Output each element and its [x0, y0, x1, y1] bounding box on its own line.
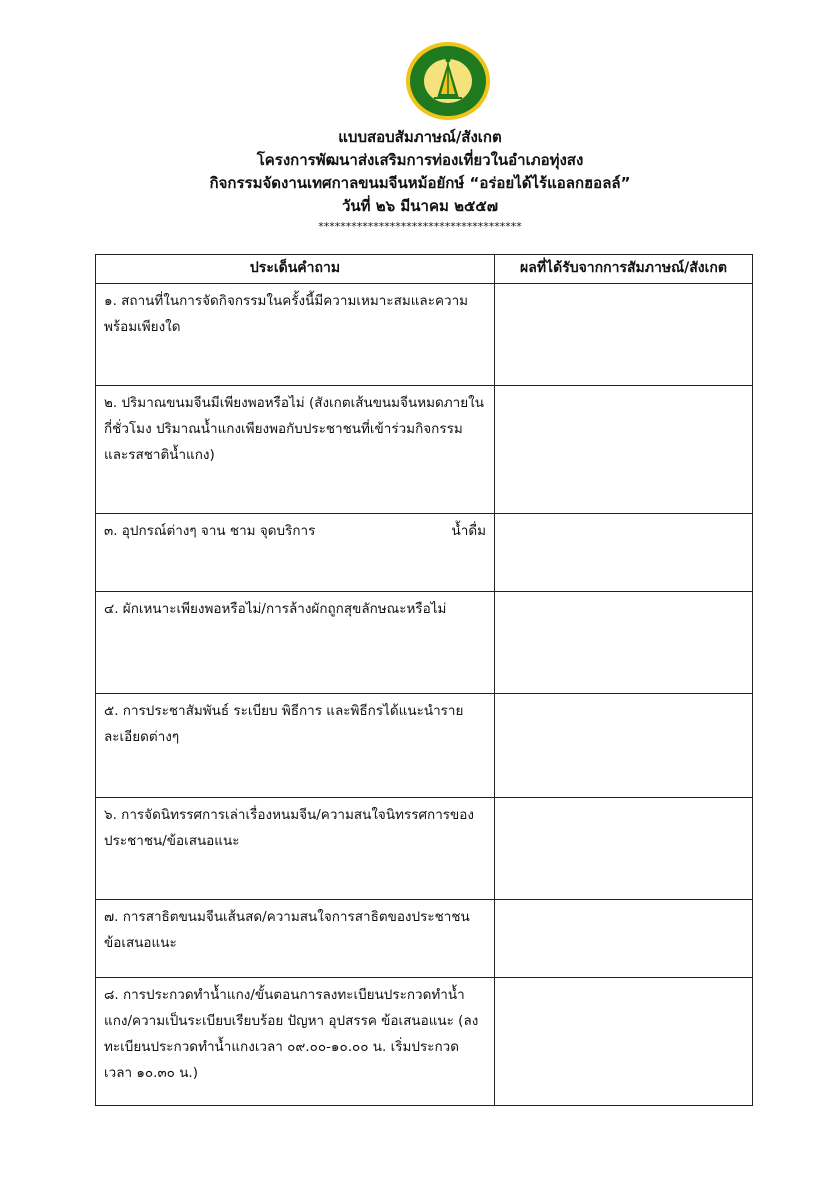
question-text-right: น้ำดื่ม: [451, 523, 486, 539]
table-row: [96, 694, 753, 798]
question-cell: ๘. การประกวดทำน้ำแกง/ขั้นตอนการลงทะเบียนประกวดทำน้ำแกง/ความเป็นระเบียบเรียบร้อย ปัญหา อุปสรรค ข้อเสนอแนะ (ลงทะเบียนประกวดทำน้ำแกงเวลา ๐๙.๐๐-๑๐.๐๐ น. เริ่มประกวดเวลา ๑๐.๓๐ น.): [96, 978, 495, 1106]
question-cell: [96, 514, 495, 592]
interview-table: [95, 254, 753, 1106]
table-row: [96, 514, 753, 592]
activity-title: กิจกรรมจัดงานเทศกาลขนมจีนหม้อยักษ์ “อร่อยได้ไร้แอลกฮอลล์”: [209, 174, 631, 192]
document-header: [0, 126, 840, 234]
answer-cell[interactable]: [495, 694, 753, 798]
question-cell: ๒. ปริมาณขนมจีนมีเพียงพอหรือไม่ (สังเกตเส้นขนมจีนหมดภายในกี่ชั่วโมง ปริมาณน้ำแกงเพียงพอกับประชาชนที่เข้าร่วมกิจกรรม และรสชาติน้ำแกง): [96, 386, 495, 514]
municipality-seal-logo: [404, 40, 492, 122]
question-cell: ๔. ผักเหนาะเพียงพอหรือไม่/การล้างผักถูกสุขลักษณะหรือไม่: [96, 592, 495, 694]
table-row: [96, 592, 753, 694]
column-header-results: ผลที่ได้รับจากการสัมภาษณ์/สังเกต: [495, 255, 753, 284]
question-cell: ๑. สถานที่ในการจัดกิจกรรมในครั้งนี้มีความเหมาะสมและความพร้อมเพียงใด: [96, 284, 495, 386]
table-header-row: [96, 255, 753, 284]
question-cell: ๗. การสาธิตขนมจีนเส้นสด/ความสนใจการสาธิตของประชาชนข้อเสนอแนะ: [96, 900, 495, 978]
table-row: [96, 978, 753, 1106]
table-row: [96, 798, 753, 900]
answer-cell[interactable]: [495, 284, 753, 386]
answer-cell[interactable]: [495, 978, 753, 1106]
answer-cell[interactable]: [495, 386, 753, 514]
table-row: [96, 900, 753, 978]
question-cell: ๖. การจัดนิทรรศการเล่าเรื่องหนมจีน/ความสนใจนิทรรศการของประชาชน/ข้อเสนอแนะ: [96, 798, 495, 900]
form-title: แบบสอบสัมภาษณ์/สังเกต: [338, 128, 502, 146]
project-title: โครงการพัฒนาส่งเสริมการท่องเที่ยวในอำเภอทุ่งสง: [256, 151, 584, 169]
table-row: [96, 386, 753, 514]
answer-cell[interactable]: [495, 900, 753, 978]
answer-cell[interactable]: [495, 592, 753, 694]
column-header-questions: ประเด็นคำถาม: [96, 255, 495, 284]
table-row: [96, 284, 753, 386]
question-cell: ๕. การประชาสัมพันธ์ ระเบียบ พิธีการ และพิธีกรได้แนะนำรายละเอียดต่างๆ: [96, 694, 495, 798]
event-date: วันที่ ๒๖ มีนาคม ๒๕๕๗: [342, 197, 498, 215]
answer-cell[interactable]: [495, 514, 753, 592]
question-text: ๓. อุปกรณ์ต่างๆ จาน ชาม จุดบริการ: [104, 523, 316, 539]
star-divider: *************************************: [318, 220, 522, 233]
answer-cell[interactable]: [495, 798, 753, 900]
